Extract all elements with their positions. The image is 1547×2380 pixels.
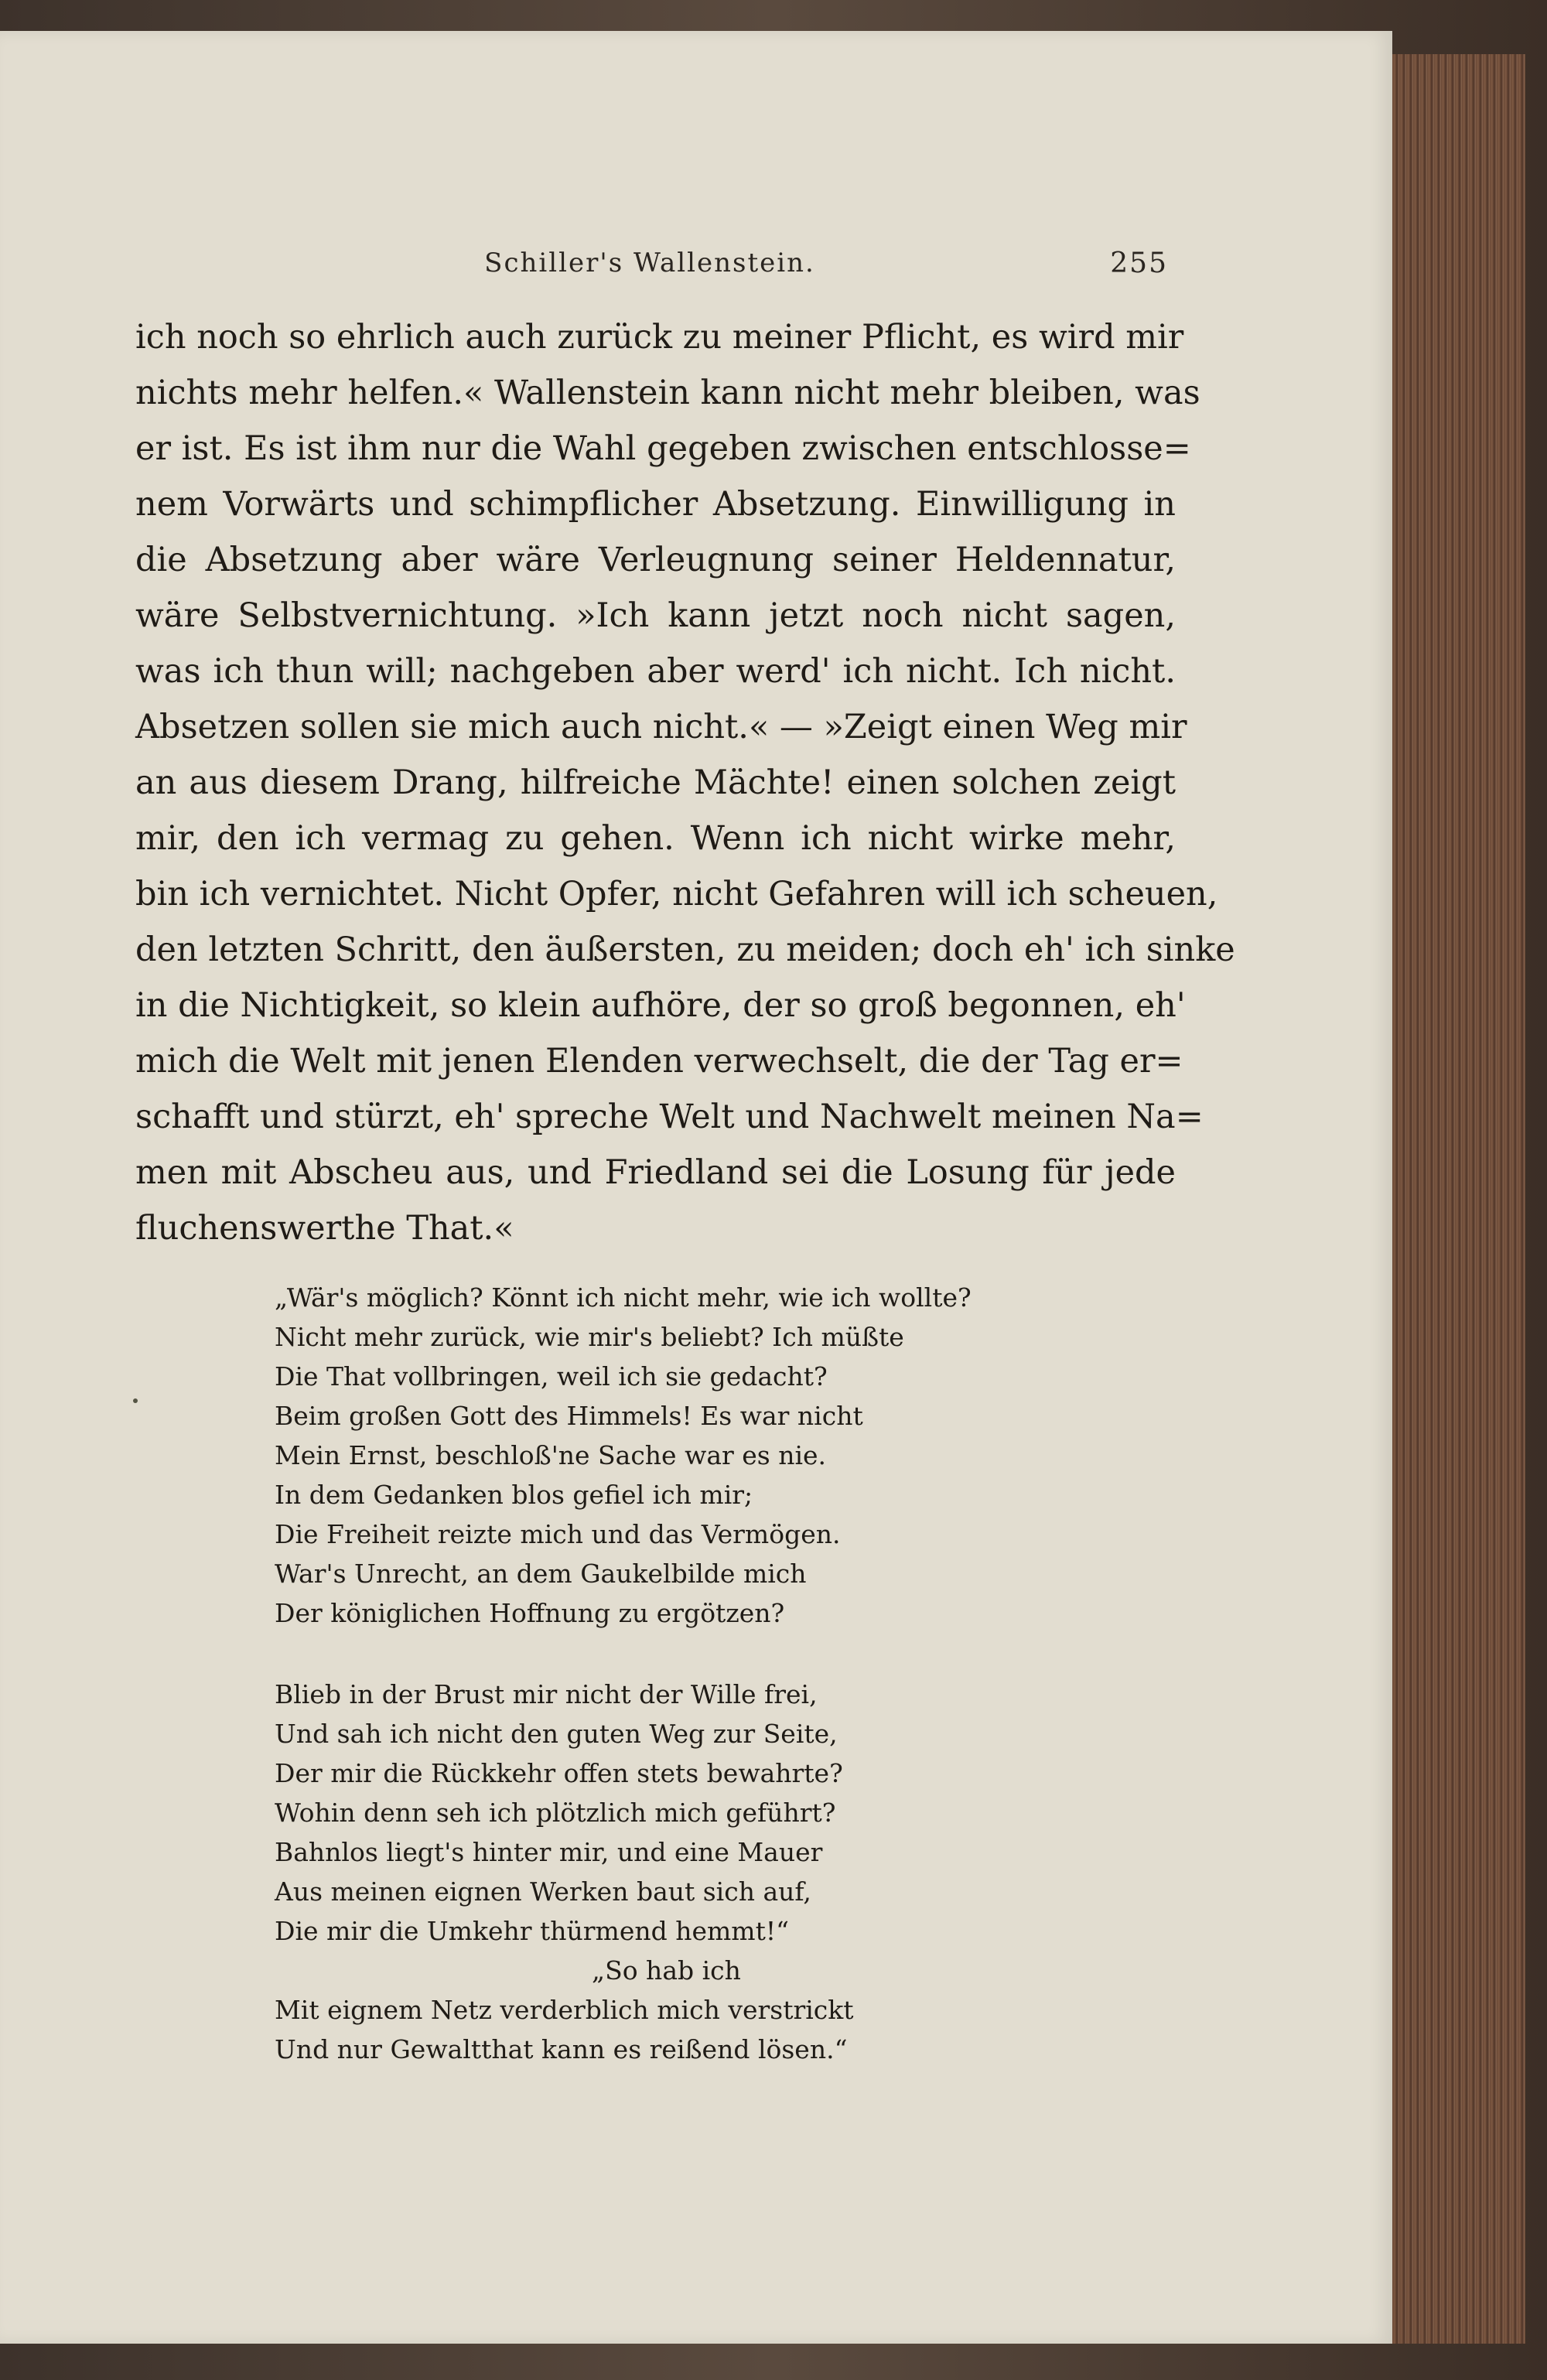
prose-line: an aus diesem Drang, hilfreiche Mächte! einen solchen zeigt (135, 763, 1176, 802)
prose-line: mich die Welt mit jenen Elenden verwechselt, die der Tag er= (135, 1042, 1183, 1081)
prose-line: er ist. Es ist ihm nur die Wahl gegeben zwischen entschlosse= (135, 429, 1191, 468)
book-page-edges (1377, 54, 1525, 2344)
page-number: 255 (1110, 248, 1168, 279)
verse-line: Wohin denn seh ich plötzlich mich geführt? (275, 1798, 836, 1828)
verse-line: Der mir die Rückkehr offen stets bewahrte? (275, 1758, 843, 1788)
prose-line: nichts mehr helfen.« Wallenstein kann nicht mehr bleiben, was (135, 374, 1200, 412)
verse-line: Der königlichen Hoffnung zu ergötzen? (275, 1598, 785, 1628)
prose-line: nem Vorwärts und schimpflicher Absetzung. Einwilligung in (135, 485, 1176, 524)
verse-line: Mit eignem Netz verderblich mich verstrickt (275, 1995, 854, 2025)
prose-line: wäre Selbstvernichtung. »Ich kann jetzt noch nicht sagen, (135, 596, 1176, 635)
prose-line: ich noch so ehrlich auch zurück zu meiner Pflicht, es wird mir (135, 318, 1184, 357)
book-page (0, 31, 1392, 2344)
verse-line: Blieb in der Brust mir nicht der Wille frei, (275, 1679, 818, 1709)
verse-line: Beim großen Gott des Himmels! Es war nicht (275, 1401, 863, 1431)
verse-line: Nicht mehr zurück, wie mir's beliebt? Ich müßte (275, 1322, 904, 1352)
prose-line: mir, den ich vermag zu gehen. Wenn ich nicht wirke mehr, (135, 819, 1176, 858)
verse-line: In dem Gedanken blos gefiel ich mir; (275, 1480, 753, 1510)
prose-line: den letzten Schritt, den äußersten, zu meiden; doch eh' ich sinke (135, 930, 1235, 969)
running-header (131, 248, 1168, 278)
prose-line: was ich thun will; nachgeben aber werd' ich nicht. Ich nicht. (135, 652, 1176, 691)
running-title: Schiller's Wallenstein. (484, 248, 815, 278)
verse-line: Und sah ich nicht den guten Weg zur Seite, (275, 1719, 838, 1749)
verse-line-indented: „So hab ich (592, 1955, 741, 1986)
verse-line: Die That vollbringen, weil ich sie gedacht? (275, 1361, 828, 1391)
verse-line: Die mir die Umkehr thürmend hemmt!“ (275, 1916, 789, 1946)
prose-line: die Absetzung aber wäre Verleugnung seiner Heldennatur, (135, 541, 1176, 579)
prose-line: bin ich vernichtet. Nicht Opfer, nicht Gefahren will ich scheuen, (135, 875, 1218, 913)
verse-line: Mein Ernst, beschloß'ne Sache war es nie. (275, 1440, 827, 1470)
verse-stanza-2 (275, 1675, 986, 2069)
prose-line: Absetzen sollen sie mich auch nicht.« — »Zeigt einen Weg mir (135, 708, 1187, 746)
verse-line: Die Freiheit reizte mich und das Vermögen. (275, 1519, 841, 1549)
prose-line: in die Nichtigkeit, so klein aufhöre, der so groß begonnen, eh' (135, 986, 1186, 1025)
margin-speck (133, 1398, 138, 1403)
verse-line: Aus meinen eignen Werken baut sich auf, (275, 1876, 811, 1907)
prose-paragraph (135, 309, 1235, 1256)
prose-line: schafft und stürzt, eh' spreche Welt und Nachwelt meinen Na= (135, 1098, 1204, 1136)
verse-stanza-1 (275, 1278, 986, 1633)
verse-line: Und nur Gewaltthat kann es reißend lösen.“ (275, 2034, 848, 2064)
prose-line: men mit Abscheu aus, und Friedland sei die Losung für jede (135, 1153, 1176, 1192)
verse-line: „Wär's möglich? Könnt ich nicht mehr, wie ich wollte? (275, 1282, 972, 1313)
prose-line: fluchenswerthe That.« (135, 1209, 514, 1248)
verse-line: Bahnlos liegt's hinter mir, und eine Mauer (275, 1837, 823, 1867)
verse-line: War's Unrecht, an dem Gaukelbilde mich (275, 1559, 807, 1589)
